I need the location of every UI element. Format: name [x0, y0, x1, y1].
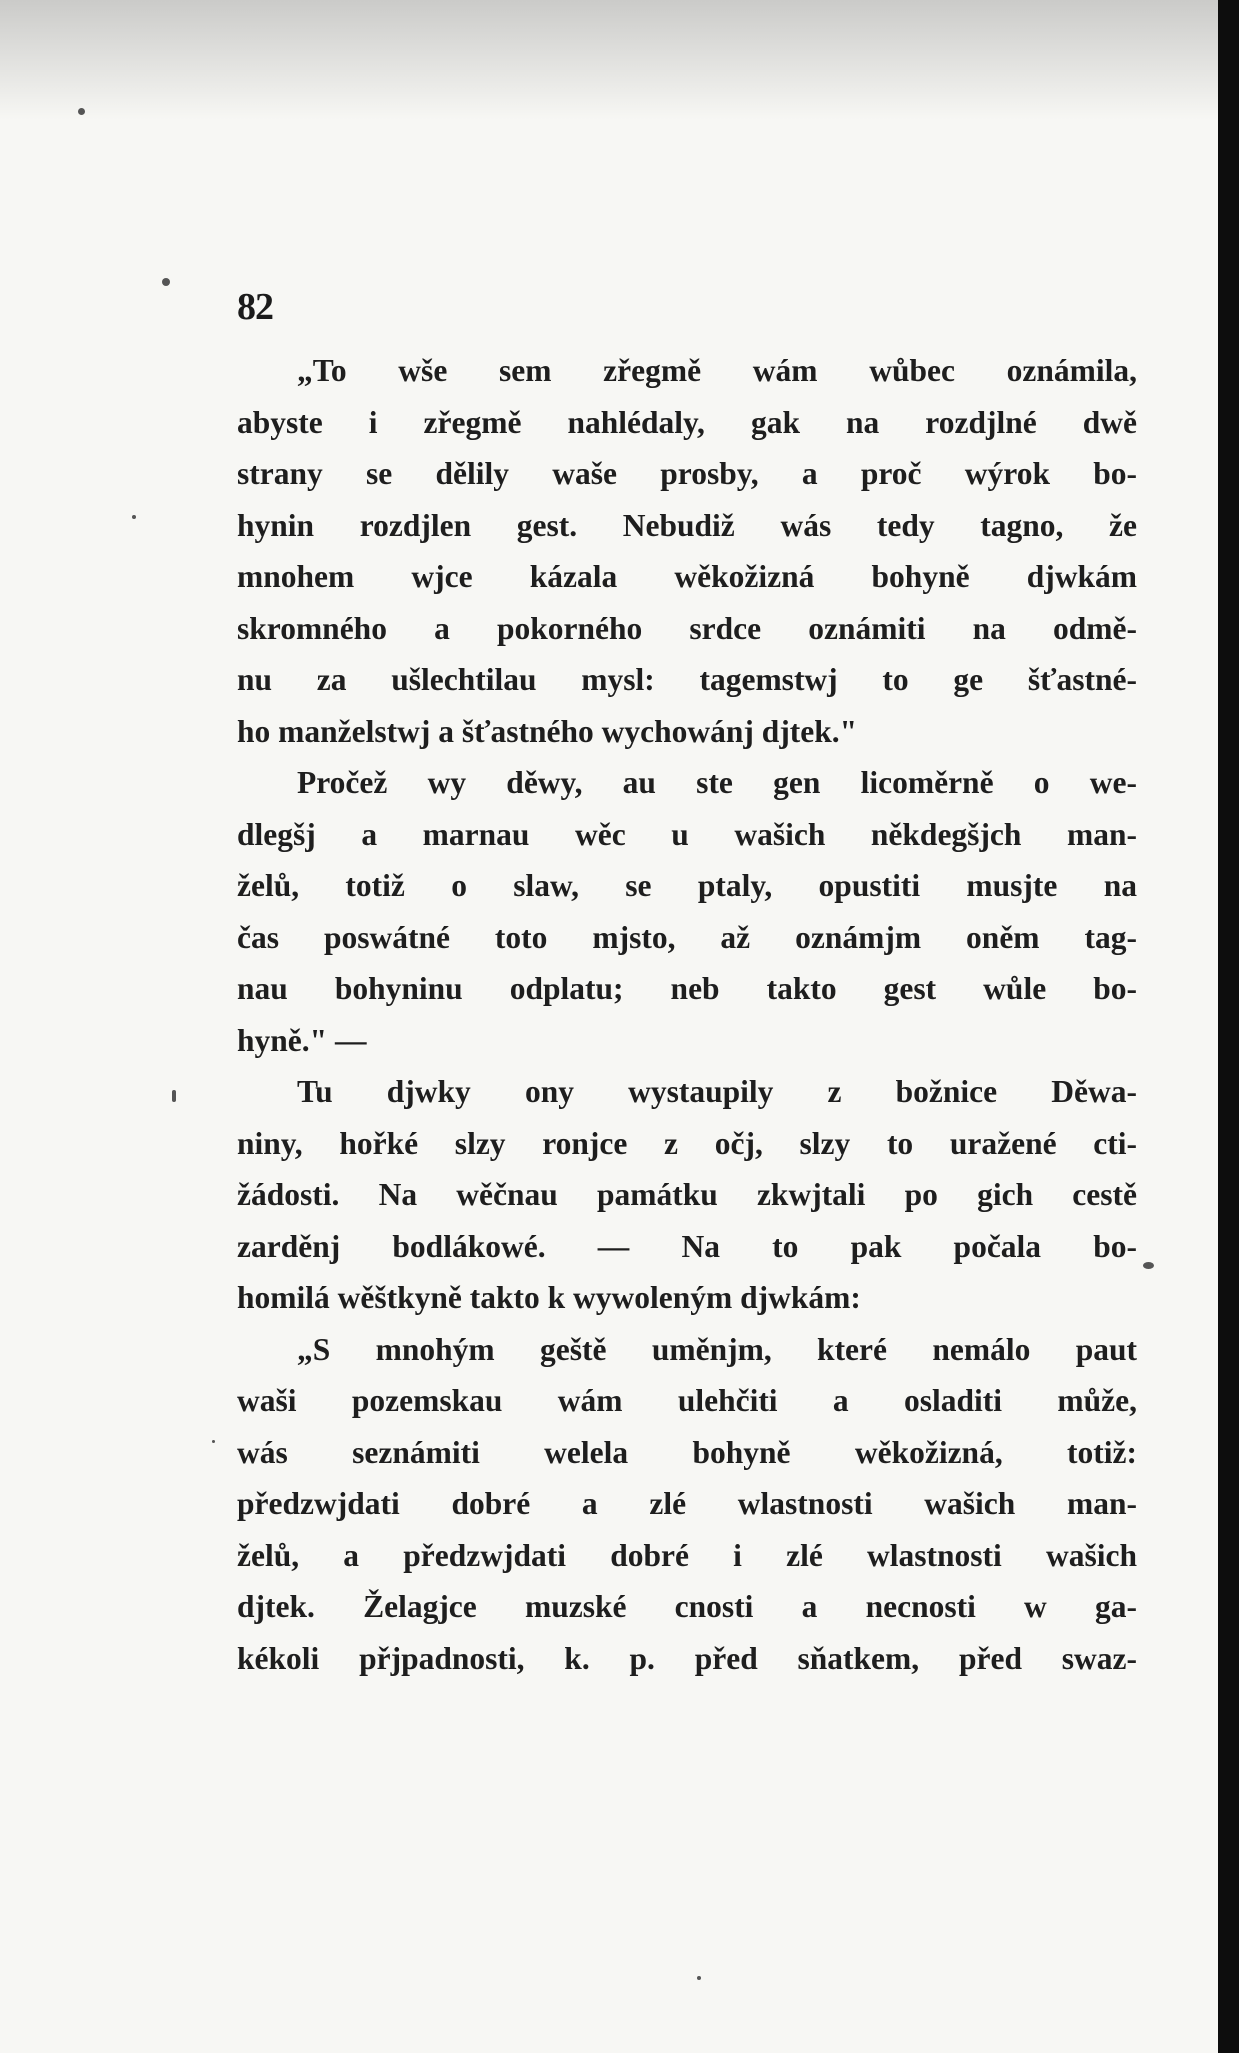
ink-speck — [172, 1090, 176, 1102]
text-line: želů, a předzwjdati dobré i zlé wlastnosti wašich — [237, 1537, 1137, 1573]
text-line: „S mnohým geště uměnjm, které nemálo paut — [297, 1331, 1137, 1367]
page-number: 82 — [237, 286, 273, 328]
text-line: hyně." — — [237, 1022, 367, 1058]
text-line: zarděnj bodlákowé. — Na to pak počala bo- — [237, 1228, 1137, 1264]
text-line: dlegšj a marnau wěc u wašich někdegšjch man- — [237, 816, 1137, 852]
text-line: Pročež wy děwy, au ste gen licoměrně o we- — [297, 765, 1137, 800]
text-line: wás seznámiti welela bohyně wěkožizná, totiž: — [237, 1434, 1137, 1470]
text-line: předzwjdati dobré a zlé wlastnosti wašich man- — [237, 1486, 1137, 1521]
text-line: „To wše sem zřegmě wám wůbec oznámila, — [297, 353, 1137, 388]
ink-speck — [212, 1440, 215, 1443]
ink-speck — [162, 278, 170, 286]
ink-speck — [1143, 1262, 1154, 1269]
text-line: Tu djwky ony wystaupily z božnice Děwa- — [297, 1074, 1137, 1109]
text-line: nau bohyninu odplatu; neb takto gest wůle bo- — [237, 971, 1137, 1006]
text-line: žádosti. Na wěčnau památku zkwjtali po gich cestě — [237, 1177, 1137, 1212]
text-line: želů, totiž o slaw, se ptaly, opustiti musjte na — [237, 868, 1137, 903]
text-line: mnohem wjce kázala wěkožizná bohyně djwkám — [237, 559, 1137, 594]
ink-speck — [132, 515, 136, 519]
text-line: niny, hořké slzy ronjce z očj, slzy to uražené cti- — [237, 1125, 1137, 1161]
scan-edge — [1218, 0, 1239, 2053]
text-line: waši pozemskau wám ulehčiti a osladiti může, — [237, 1383, 1137, 1418]
text-line: nu za ušlechtilau mysl: tagemstwj to ge šťastné- — [237, 662, 1137, 697]
text-line: abyste i zřegmě nahlédaly, gak na rozdjlné dwě — [237, 404, 1137, 440]
text-line: kékoli přjpadnosti, k. p. před sňatkem, před swaz- — [237, 1640, 1137, 1676]
ink-speck — [697, 1976, 701, 1980]
text-line: čas poswátné toto mjsto, až oznámjm oněm tag- — [237, 919, 1137, 955]
text-line: djtek. Želagjce muzské cnosti a necnosti w ga- — [237, 1589, 1137, 1624]
text-line: skromného a pokorného srdce oznámiti na odmě- — [237, 610, 1137, 646]
ink-speck — [78, 108, 85, 115]
text-line: hynin rozdjlen gest. Nebudiž wás tedy tagno, že — [237, 507, 1137, 543]
body-text — [237, 345, 1137, 1684]
text-line: ho manželstwj a šťastného wychowánj djtek." — [237, 713, 858, 749]
text-line: homilá wěštkyně takto k wywoleným djwkám: — [237, 1280, 861, 1315]
text-line: strany se dělily waše prosby, a proč wýrok bo- — [237, 456, 1137, 491]
